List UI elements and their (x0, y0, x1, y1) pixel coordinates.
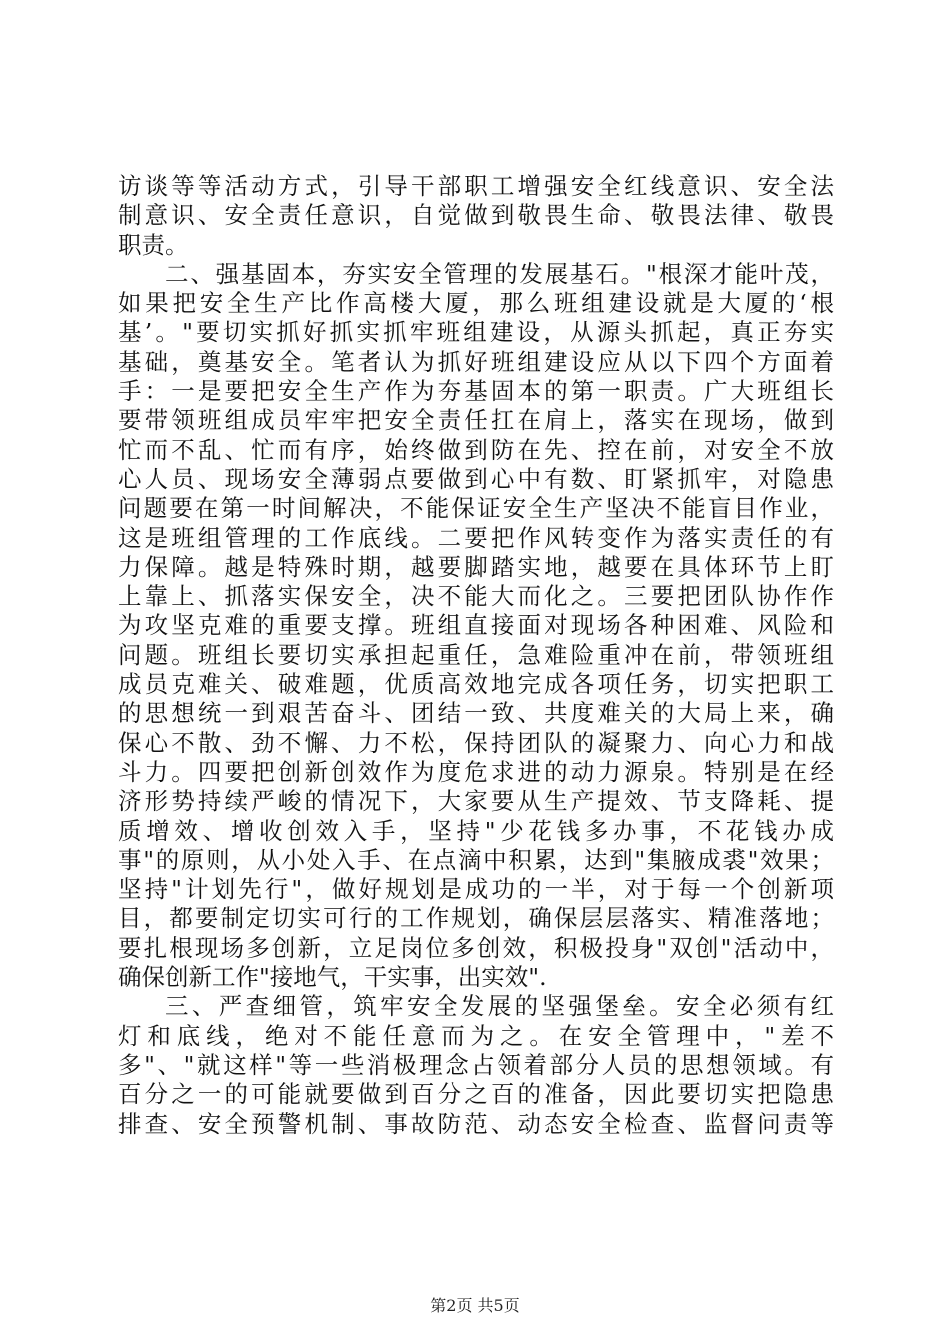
text-line: 这是班组管理的工作底线。二要把作风转变作为落实责任的有 (118, 523, 834, 552)
text-line: 斗力。四要把创新创效作为度危求进的动力源泉。特别是在经 (118, 757, 834, 786)
document-body (118, 172, 834, 1139)
text-line: 三、严查细管，筑牢安全发展的坚强堡垒。安全必须有红 (165, 992, 834, 1021)
text-line: 职责。 (118, 230, 189, 259)
text-line: 二、强基固本，夯实安全管理的发展基石。"根深才能叶茂， (165, 259, 834, 288)
text-line: 问题要在第一时间解决，不能保证安全生产坚决不能盲目作业， (118, 494, 834, 523)
text-line: 保心不散、劲不懈、力不松，保持团队的凝聚力、向心力和战 (118, 728, 834, 757)
text-line: 基础，奠基安全。笔者认为抓好班组建设应从以下四个方面着 (118, 347, 834, 376)
text-line: 制意识、安全责任意识，自觉做到敬畏生命、敬畏法律、敬畏 (118, 201, 834, 230)
text-line: 排查、安全预警机制、事故防范、动态安全检查、监督问责等 (118, 1109, 834, 1138)
text-line: 力保障。越是特殊时期，越要脚踏实地，越要在具体环节上盯 (118, 552, 834, 581)
text-line: 如果把安全生产比作高楼大厦，那么班组建设就是大厦的‘根 (118, 289, 834, 318)
text-line: 访谈等等活动方式，引导干部职工增强安全红线意识、安全法 (118, 172, 834, 200)
text-line: 要带领班组成员牢牢把安全责任扛在肩上，落实在现场，做到 (118, 406, 834, 435)
text-line: 成员克难关、破难题，优质高效地完成各项任务，切实把职工 (118, 670, 834, 699)
text-line: 手：一是要把安全生产作为夯基固本的第一职责。广大班组长 (118, 377, 834, 406)
text-line: 事"的原则，从小处入手、在点滴中积累，达到"集腋成裘"效果； (118, 845, 834, 874)
text-line: 上靠上、抓落实保安全，决不能大而化之。三要把团队协作作 (118, 582, 834, 611)
text-line: 的思想统一到艰苦奋斗、团结一致、共度难关的大局上来，确 (118, 699, 834, 728)
text-line: 坚持"计划先行"，做好规划是成功的一半，对于每一个创新项 (118, 875, 834, 904)
page-footer: 第2页 共5页 (430, 1296, 520, 1315)
text-line: 济形势持续严峻的情况下，大家要从生产提效、节支降耗、提 (118, 787, 834, 816)
text-line: 基’。"要切实抓好抓实抓牢班组建设，从源头抓起，真正夯实 (118, 318, 834, 347)
text-line: 灯和底线，绝对不能任意而为之。在安全管理中，"差不 (118, 1021, 834, 1050)
text-line: 百分之一的可能就要做到百分之百的准备，因此要切实把隐患 (118, 1080, 834, 1109)
text-line: 为攻坚克难的重要支撑。班组直接面对现场各种困难、风险和 (118, 611, 834, 640)
text-line: 问题。班组长要切实承担起重任，急难险重冲在前，带领班组 (118, 640, 834, 669)
text-line: 多"、"就这样"等一些消极理念占领着部分人员的思想领域。有 (118, 1050, 834, 1079)
text-line: 要扎根现场多创新，立足岗位多创效，积极投身"双创"活动中， (118, 933, 834, 962)
text-line: 忙而不乱、忙而有序，始终做到防在先、控在前，对安全不放 (118, 435, 834, 464)
text-line: 心人员、现场安全薄弱点要做到心中有数、盯紧抓牢，对隐患 (118, 464, 834, 493)
text-line: 质增效、增收创效入手，坚持"少花钱多办事，不花钱办成 (118, 816, 834, 845)
text-line: 确保创新工作"接地气，干实事，出实效". (118, 963, 547, 992)
text-line: 目，都要制定切实可行的工作规划，确保层层落实、精准落地； (118, 904, 834, 933)
